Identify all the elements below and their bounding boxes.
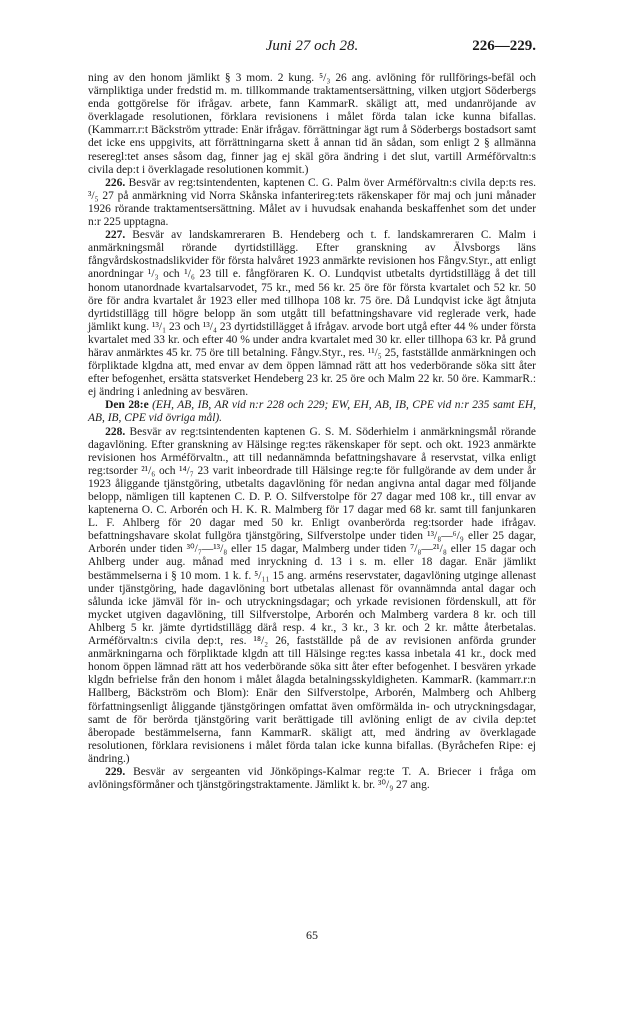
- section-number: 229.: [105, 765, 126, 778]
- paragraph-text: Besvär av reg:tsintendenten, kaptenen C. G. Palm över Arméförvaltn:s civila dep:ts res. ³/₅ 27 på anmärkning vid Norra Skånska infanterireg:tets räkenskaper för maj och juni månader 1926 rörande traktamentsersättning. Målet av i huvudsak enahanda beskaffenhet som det under n:r 225 upptagna.: [88, 176, 536, 229]
- section-number: 227.: [105, 229, 126, 242]
- paragraph-text: Besvär av reg:tsintendenten kaptenen G. S. M. Söderhielm i anmärkningsmål rörande dagavlöning. Efter granskning av Hälsinge reg:tes räkenskaper för sept. och okt. 1923 anmärkte revisionen hos Arméförvaltn., att till nedannämnda befattningshavare å reservstat, vilka enligt reg:tsorder ²¹/₆ och ¹⁴/₇ 23 varit inbeordrade till Hälsinge reg:te för fullgörande av dem under år 1923 åliggande tjänstgöring, utbetalts dagavlöning för nedan angivna antal dagar med följande belopp, nämligen till kaptenen C. D. P. O. Silfverstolpe för 27 dagar med 108 kr., till envar av kaptenerna O. C. Arborén och H. K. R. Malmberg för 17 dagar med 68 kr. samt till fanjunkaren L. F. Ahlberg för 20 dagar med 50 kr. Enligt ovanberörda reg:tsorder hade ifrågav. befattningshavare skolat fullgöra tjänstgöring, Silfverstolpe under tiden ¹³/₈—⁶/₉ eller 25 dagar, Arborén under tiden ³⁰/₇—¹³/₈ eller 15 dagar, Malmberg under tiden ⁷/₈—²¹/₈ eller 15 dagar och Ahlberg under aug. månad med inryckning d. 13 i s. m. eller 18 dagar. Enär jämlikt bestämmelserna i § 10 mom. 1 k. f. ⁵/₁₁ 15 ang. arméns reservstater, dagavlöning utginge allenast under tjänstgöring, hade dagavlöning bort utbetalas allenast för ovannämnda antal dagar och sålunda icke jämväl för in- och utryckningsdagar; och yrkade revisionen fördenskull, att för mycket utgiven dagavlöning, till Silfverstolpe, Arborén och Malmberg vardera 8 kr. och till Ahlberg 5 kr. jämte dyrtidstillägg därå resp. 4 kr., 3 kr., 3 kr. och 2 kr. måtte återbetalas. Arméförvaltn:s civila dep:t, res. ¹⁸/₂ 26, fastställde på de av revisionen anförda grunder anmärkningarna och förpliktade klgdn att till Hälsinge reg:tes kassa inbetala 41 kr., dock med honom öppen lämnad rätt att hos vederbörande söka sitt åter efter befogenhet. I besvären yrkade klgdn befrielse från den honom i målet ålagda betalningsskyldigheten. KammarR. (kammarr.r:n Hallberg, Bäckström och Blom): Enär den Silfverstolpe, Arborén, Malmberg och Ahlberg författningsenligt åliggande tjänstgöringen omfattat även omförmälda in- och utryckningsdagar, samt de för berörda tjänstgöring varit berättigade till avlöning enligt de av civila dep:tet åberopade bestämmelserna, fann KammarR. skäligt att, med ändring av överklagade resolutionen, förklara revisionens i målet förda talan icke kunna bifallas. (Byråchefen Ripe: ej ändring.): [88, 425, 536, 765]
- paragraph-text: Besvär av landskamreraren B. Hendeberg och t. f. landskamreraren C. Malm i anmärkningsmål rörande dyrtidstillägg. Efter granskning av Älvsborgs läns fångvårdskostnadslikvider för första halvåret 1923 anmärkte revisionen hos Fångv.Styr., att enligt anordningar ¹/₃ och ¹/₆ 23 till e. fångföraren K. O. Lundqvist utbetalts dyrtidstillägg å det till honom utanordnade kvartalsarvodet, 75 kr., med 56 kr. 25 öre för första kvartalet och 52 kr. 50 öre för andra kvartalet år 1923 eller med tillhopa 108 kr. 75 öre. Då Lundqvist icke ägt åtnjuta dyrtidstillägg till högre belopp än som utgått till befattningshavare vid reglerade verk, hade jämlikt kung. ¹³/₁ 23 och ¹³/₄ 23 dyrtidstillägget å ifrågav. arvode bort utgå efter 44 % under första kvartalet med 33 kr. och efter 40 % under andra kvartalet med 30 kr. eller tillhopa 63 kr. På grund härav anmärktes 45 kr. 75 öre till betalning. Fångv.Styr., res. ¹¹/₅ 25, fastställde anmärkningen och förpliktade klgdna att, med envar av dem öppen lämnad rätt att hos vederbörande söka sitt åter efter befogenhet, ersätta statsverket Hendeberg 23 kr. 25 öre och Malm 22 kr. 50 öre. KammarR.: ej ändring i anledning av besvären.: [88, 229, 537, 399]
- paragraph-227: [88, 229, 536, 399]
- header-date-title: Juni 27 och 28.: [265, 38, 359, 54]
- header-page-range: 226—229.: [472, 38, 536, 54]
- document-page: [88, 38, 536, 988]
- section-number: 226.: [105, 176, 126, 189]
- section-number: 228.: [105, 425, 126, 438]
- page-number: 65: [306, 928, 318, 942]
- paragraph-continuation: [88, 72, 536, 177]
- paragraph-229: [88, 766, 536, 792]
- paragraph-text: Besvär av sergeanten vid Jönköpings-Kalmar reg:te T. A. Briecer i fråga om avlöningsförmåner och tjänstgöringstraktamente. Jämlikt k. br. ³⁰/₉ 27 ang.: [88, 765, 537, 792]
- paragraph-226: [88, 177, 536, 229]
- date-heading: Den 28:e: [105, 399, 149, 412]
- running-header: [88, 38, 536, 58]
- paragraph-date-28: [88, 399, 536, 425]
- paragraph-text: (EH, AB, IB, AR vid n:r 228 och 229; EW, EH, AB, IB, CPE vid n:r 235 samt EH, AB, IB, CPE vid övriga mål).: [88, 399, 537, 425]
- paragraph-228: [88, 426, 536, 766]
- paragraph-text: ning av den honom jämlikt § 3 mom. 2 kung. ⁵/₃ 26 ang. avlöning för rullförings-befäl och värnpliktiga under fredstid m. m. tillkommande traktamentsersättning, vilken utgjort Söderbergs enda gottgörelse för ifrågav. arbete, fann KammarR. skäligt att, med undanröjande av överklagade resolutionen, förklara revisionens i målet förda talan icke kunna bifallas. (Kammarr.r:t Bäckström yttrade: Enär ifrågav. förrättningar ägt rum å Söderbergs bostadsort samt det icke ens uppgivits, att förrättningarna skett å annan tid än sådan, som enligt 2 § allmänna reseregl:tet anses såsom dag, finner jag ej skäl göra ändring i det slut, vartill Arméförvaltn:s civila dep:t i överklagade resolutionen kommit.): [88, 72, 536, 176]
- body-text: [88, 72, 536, 792]
